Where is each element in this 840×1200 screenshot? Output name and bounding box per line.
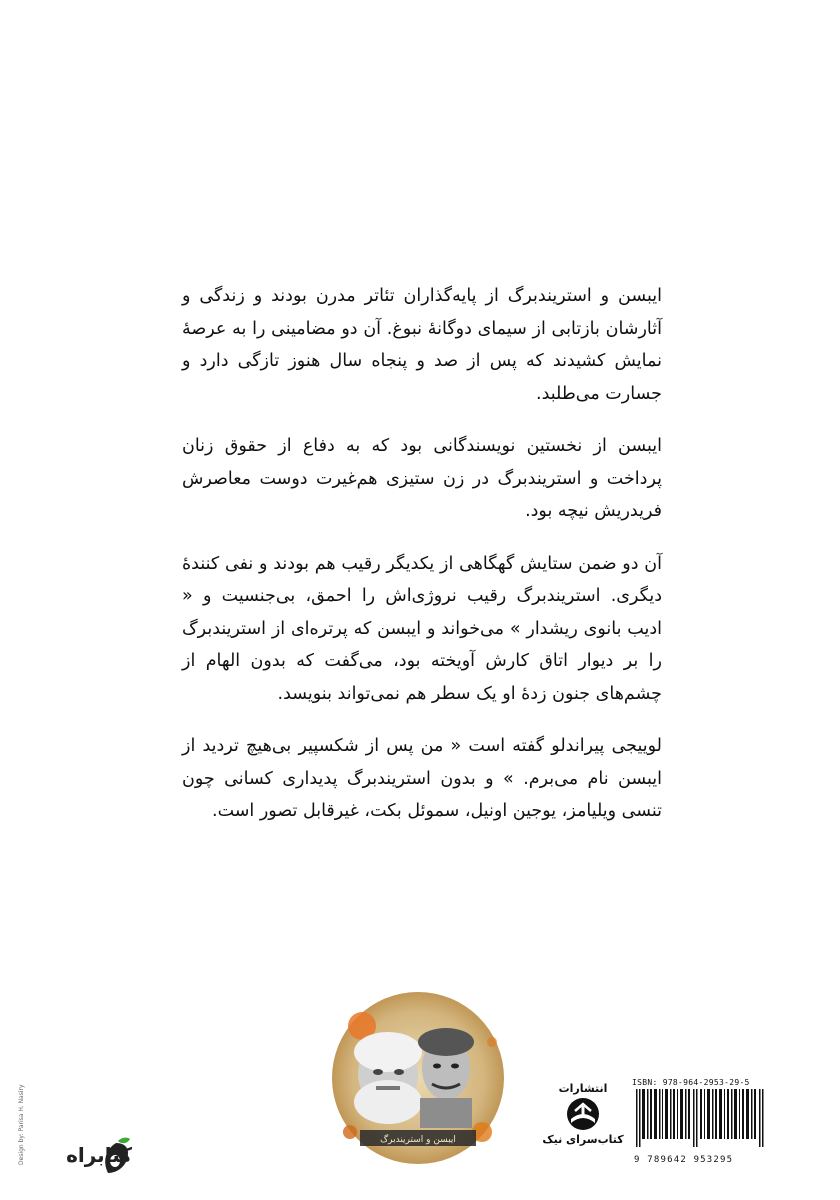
publisher-logo xyxy=(540,1082,626,1162)
ketabrah-wordmark: کتابراه xyxy=(66,1143,132,1167)
paragraph-4: لوییجی پیراندلو گفته است « من پس از شکسپیر بی‌هیچ تردید از ایبسن نام می‌برم. » و بدون استریندبرگ پدیداری کسانی چون تنسی ویلیامز، یوجین اونیل، سموئل بکت، غیرقابل تصور است. xyxy=(182,736,662,821)
paragraph-3: آن دو ضمن ستایش گهگاهی از یکدیگر رقیب هم بودند و نفی کنندهٔ دیگری. استریندبرگ رقیب نروژی‌اش را احمق، بی‌جنسیت و « ادیب بانوی ریشدار » می‌خواند و ایبسن که پرتره‌ای از استریندبرگ را بر دیوار اتاق کارش آویخته بود، می‌گفت که بدون الهام از چشم‌های جنون زدهٔ او یک سطر هم نمی‌تواند بنویسد. xyxy=(182,553,662,704)
designer-credit: Design by: Parisa H. Nasiry xyxy=(18,1084,25,1165)
isbn-label: ISBN: 978-964-2953-29-5 xyxy=(632,1078,750,1087)
paragraph-2: ایبسن از نخستین نویسندگانی بود که به دفاع از حقوق زنان پرداخت و استریندبرگ در زن ستیزی هم‌غیرت دوست معاصرش فریدریش نیچه بود. xyxy=(182,436,662,521)
publisher-label-bottom: کتاب‌سرای نیک xyxy=(542,1133,624,1146)
authors-portrait-image xyxy=(322,982,514,1174)
isbn-digits: 9 789642 953295 xyxy=(634,1155,734,1165)
portrait-caption: ایبسن و استریندبرگ xyxy=(380,1135,456,1145)
back-cover-text xyxy=(182,280,662,848)
portrait-illustration xyxy=(322,982,514,1174)
ketabrah-logo xyxy=(40,1137,132,1183)
barcode-image xyxy=(632,1089,770,1147)
publisher-book-icon xyxy=(566,1097,600,1131)
isbn-barcode-block xyxy=(632,1078,772,1165)
paragraph-1: ایبسن و استریندبرگ از پایه‌گذاران تئاتر مدرن بودند و زندگی و آثارشان بازتابی از سیمای دوگانهٔ نبوغ. آن دو مضامینی را به عرصهٔ نمایش کشیدند که پس از صد و پنجاه سال هنوز تازگی دارد و جسارت می‌طلبد. xyxy=(182,286,662,404)
publisher-label-top: انتشارات xyxy=(558,1082,608,1095)
